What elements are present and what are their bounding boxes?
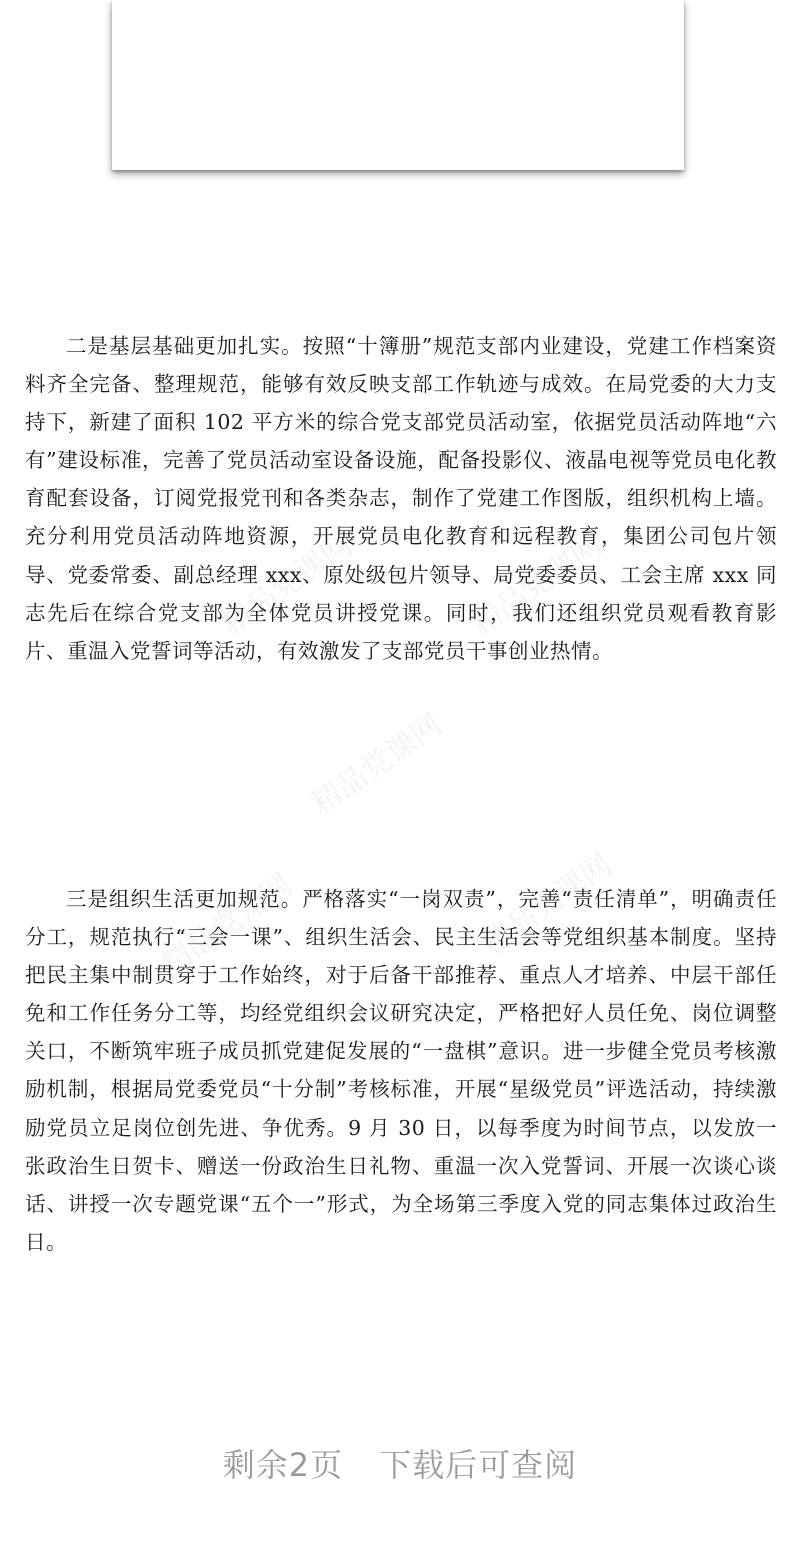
- remaining-pages-label: 剩余2页: [222, 1446, 344, 1484]
- watermark: 精品党课网: [475, 847, 619, 963]
- download-prompt[interactable]: [0, 1440, 800, 1486]
- document-preview-card: [112, 0, 684, 170]
- download-to-view-label: 下载后可查阅: [379, 1446, 578, 1484]
- watermark: 精品党课网: [155, 867, 299, 983]
- body-paragraph-1: 二是基层基础更加扎实。按照“十簿册”规范支部内业建设，党建工作档案资料齐全完备、整理规范，能够有效反映支部工作轨迹与成效。在局党委的大力支持下，新建了面积 102 平方米的综合党支部党员活动室，依据党员活动阵地“六有”建设标准，完善了党员活动室设备设施，配备投影仪、液晶电视等党员电化教育配套设备，订阅党报党刊和各类杂志，制作了党建工作图版，组织机构上墙。充分利用党员活动阵地资源，开展党员电化教育和远程教育，集团公司包片领导、党委常委、副总经理 xxx、原处级包片领导、局党委委员、工会主席 xxx 同志先后在综合党支部为全体党员讲授党课。同时，我们还组织党员观看教育影片、重温入党誓词等活动，有效激发了支部党员干事创业热情。: [25, 334, 777, 663]
- watermark: 精品党课网: [465, 527, 609, 643]
- body-paragraph-2: 三是组织生活更加规范。严格落实“一岗双责”，完善“责任清单”，明确责任分工，规范执行“三会一课”、组织生活会、民主生活会等党组织基本制度。坚持把民主集中制贯穿于工作始终，对于后备干部推荐、重点人才培养、中层干部任免和工作任务分工等，均经党组织会议研究决定，严格把好人员任免、岗位调整关口，不断筑牢班子成员抓党建促发展的“一盘棋”意识。进一步健全党员考核激励机制，根据局党委党员“十分制”考核标准，开展“星级党员”评选活动，持续激励党员立足岗位创先进、争优秀。9 月 30 日，以每季度为时间节点，以发放一张政治生日贺卡、赠送一份政治生日礼物、重温一次入党誓词、开展一次谈心谈话、讲授一次专题党课“五个一”形式，为全场第三季度入党的同志集体过政治生日。: [25, 887, 777, 1254]
- watermark: 精品党课网: [305, 707, 449, 823]
- watermark: 精品党课网: [215, 527, 359, 643]
